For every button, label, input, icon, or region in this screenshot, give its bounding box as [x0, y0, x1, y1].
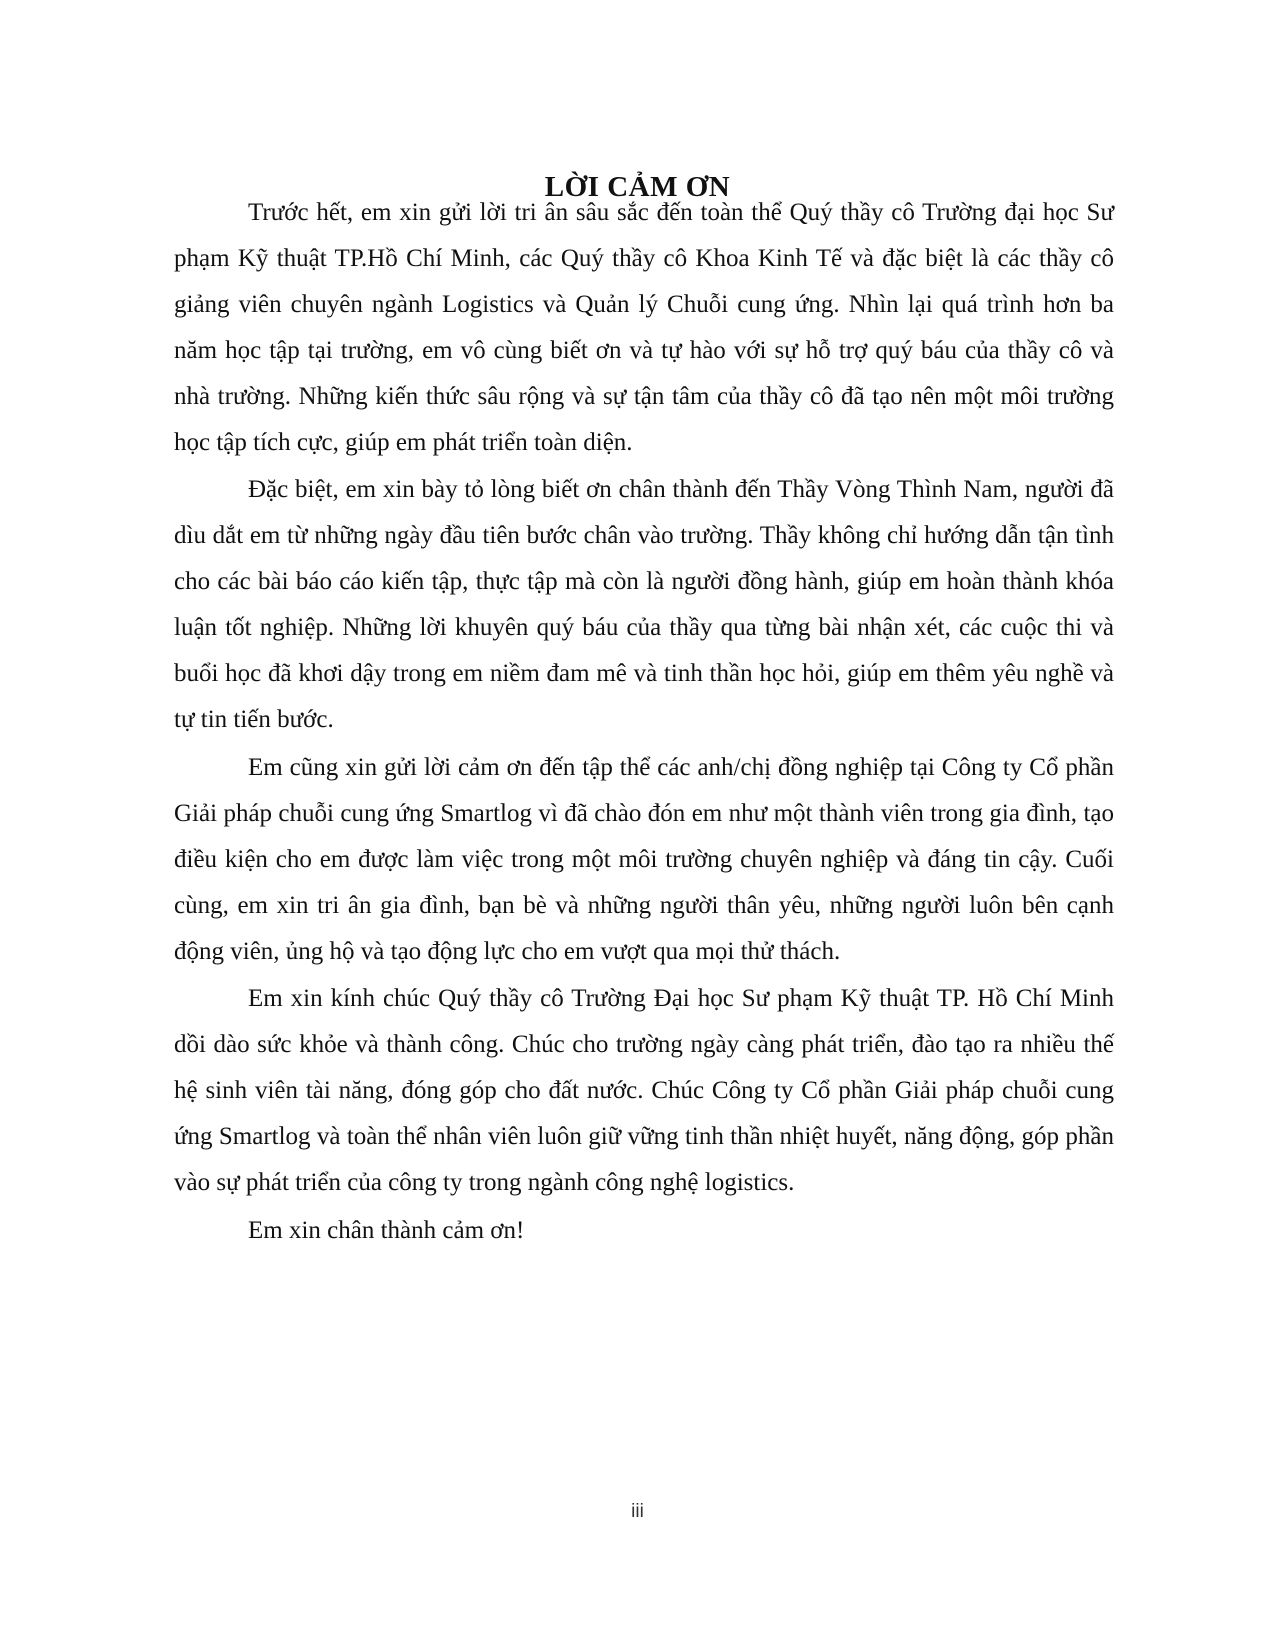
paragraph-wishes: Em xin kính chúc Quý thầy cô Trường Đại học Sư phạm Kỹ thuật TP. Hồ Chí Minh dồi dào sức khỏe và thành công. Chúc cho trường ngày càng phát triển, đào tạo ra nhiều thế hệ sinh viên tài năng, đóng góp cho đất nước. Chúc Công ty Cổ phần Giải pháp chuỗi cung ứng Smartlog và toàn thể nhân viên luôn giữ vững tinh thần nhiệt huyết, năng động, góp phần vào sự phát triển của công ty trong ngành công nghệ logistics. [174, 985, 1114, 1197]
paragraph-thanks-university: Trước hết, em xin gửi lời tri ân sâu sắc đến toàn thể Quý thầy cô Trường đại học Sư phạm Kỹ thuật TP.Hồ Chí Minh, các Quý thầy cô Khoa Kinh Tế và đặc biệt là các thầy cô giảng viên chuyên ngành Logistics và Quản lý Chuỗi cung ứng. Nhìn lại quá trình hơn ba năm học tập tại trường, em vô cùng biết ơn và tự hào với sự hỗ trợ quý báu của thầy cô và nhà trường. Những kiến thức sâu rộng và sự tận tâm của thầy cô đã tạo nên một môi trường học tập tích cực, giúp em phát triển toàn diện. [174, 199, 1114, 456]
paragraph-closing: Em xin chân thành cảm ơn! [248, 1216, 525, 1244]
page-number: iii [631, 1501, 644, 1522]
page-title: LỜI CẢM ƠN [544, 171, 731, 204]
paragraph-thanks-company: Em cũng xin gửi lời cảm ơn đến tập thể các anh/chị đồng nghiệp tại Công ty Cổ phần Giải pháp chuỗi cung ứng Smartlog vì đã chào đón em như một thành viên trong gia đình, tạo điều kiện cho em được làm việc trong một môi trường chuyên nghiệp và đáng tin cậy. Cuối cùng, em xin tri ân gia đình, bạn bè và những người thân yêu, những người luôn bên cạnh động viên, ủng hộ và tạo động lực cho em vượt qua mọi thử thách. [174, 753, 1114, 965]
acknowledgement-body [174, 190, 1114, 1256]
paragraph-thanks-advisor: Đặc biệt, em xin bày tỏ lòng biết ơn chân thành đến Thầy Vòng Thình Nam, người đã dìu dắt em từ những ngày đầu tiên bước chân vào trường. Thầy không chỉ hướng dẫn tận tình cho các bài báo cáo kiến tập, thực tập mà còn là người đồng hành, giúp em hoàn thành khóa luận tốt nghiệp. Những lời khuyên quý báu của thầy qua từng bài nhận xét, các cuộc thi và buổi học đã khơi dậy trong em niềm đam mê và tinh thần học hỏi, giúp em thêm yêu nghề và tự tin tiến bước. [174, 476, 1114, 733]
